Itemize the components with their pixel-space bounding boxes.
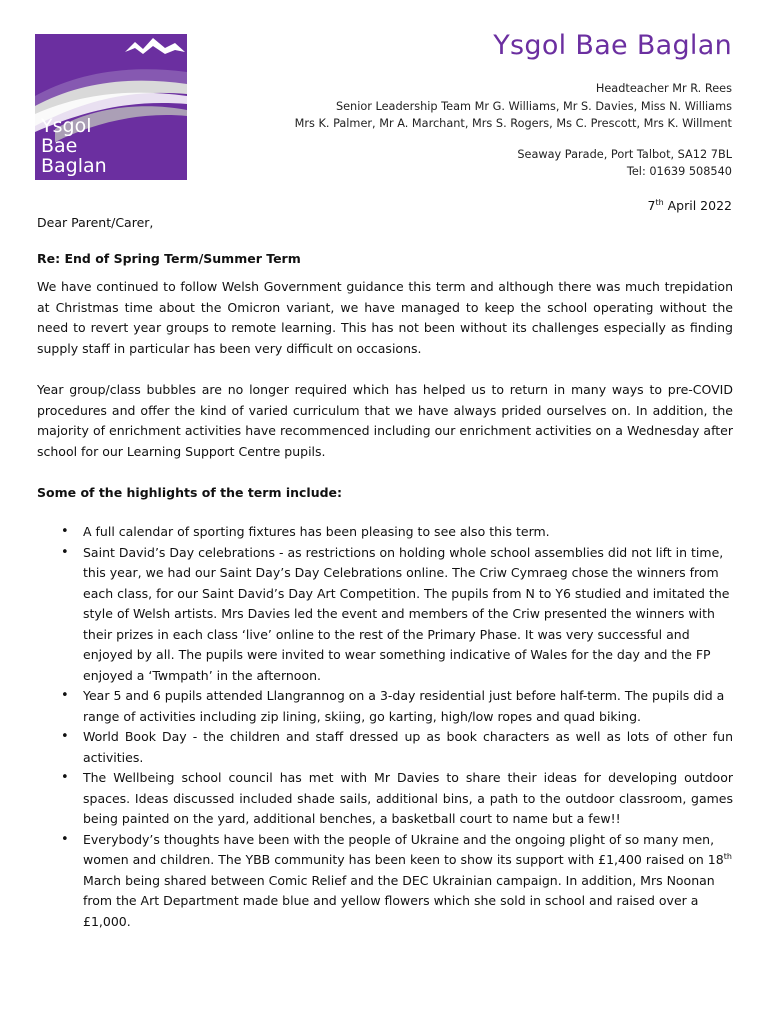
logo-text-line-3: Baglan [41,155,107,177]
list-item: • The Wellbeing school council has met with Mr Davies to share their ideas for developing outdoor spaces. Ideas discussed included shade sails, additional bins, a path to the outdoor classroom, games being painted on the yard, additional benches, a basketball court to name but a few!! [83,768,733,830]
logo-text-line-1: Ysgol [41,115,92,137]
headteacher-line: Headteacher Mr R. Rees [595,82,732,95]
school-address [517,147,732,180]
ukraine-text-part-2: March being shared between Comic Relief and the DEC Ukrainian campaign. In addition, Mrs Noonan from the Art Department made blue and yellow flowers which she sold in school and raised over a £1,000. [83,872,715,929]
ukraine-text-part-1: Everybody’s thoughts have been with the people of Ukraine and the ongoing plight of so many men, women and children. The YBB community has been keen to show its support with £1,400 raised on [83,831,715,867]
logo-text-line-2: Bae [41,135,78,157]
list-item: • Year 5 and 6 pupils attended Llangrannog on a 3-day residential just before half-term. The pupils did a range of activities including zip lining, skiing, go karting, high/low ropes and quad biking. [83,686,733,727]
greeting: Dear Parent/Carer, [37,215,154,230]
ukraine-date-day: 18 [707,852,724,867]
list-item: • Saint David’s Day celebrations - as restrictions on holding whole school assemblies did not lift in time, this year, we had our Saint Day’s Day Celebrations online. The Criw Cymraeg chose the winners from each class, for our Saint David’s Day Art Competition. The pupils from N to Y6 studied and imitated the style of Welsh artists. Mrs Davies led the event and members of the Criw presented the winners with their prizes in each class ‘live’ online to the rest of the Primary Phase. It was very successful and enjoyed by all. The pupils were invited to wear something indicative of Wales for the day and the FP enjoyed a ‘Twmpath’ in the afternoon. [83,543,733,687]
letter-subject: Re: End of Spring Term/Summer Term [37,251,301,266]
highlights-heading: Some of the highlights of the term include: [37,485,343,500]
slt-line-1: Senior Leadership Team Mr G. Williams, Mr S. Davies, Miss N. Williams [335,99,732,113]
school-name: Ysgol Bae Baglan [493,30,732,61]
slt-line-2: Mrs K. Palmer, Mr A. Marchant, Mrs S. Rogers, Ms C. Prescott, Mrs K. Willment [294,117,732,130]
list-item: • World Book Day - the children and staff dressed up as book characters as well as lots of other fun activities. [83,727,733,768]
highlights-list [37,522,733,932]
list-item: • A full calendar of sporting fixtures has been pleasing to see also this term. [83,522,733,543]
school-logo [35,34,187,180]
ukraine-date-suffix: th [723,851,732,861]
paragraph-2: Year group/class bubbles are no longer required which has helped us to return in many ways to pre-COVID procedures and offer the kind of varied curriculum that we have always prided ourselves on. In addition, the majority of enrichment activities have recommenced including our enrichment activities on a Wednesday after school for our Learning Support Centre pupils. [37,382,733,459]
staff-list [295,80,732,133]
list-item [83,830,733,933]
telephone-line: Tel: 01639 508540 [626,164,732,178]
date-suffix: th [655,197,664,207]
date-month-year: April 2022 [663,198,732,213]
paragraph-1: We have continued to follow Welsh Government guidance this term and although there was much trepidation at Christmas time about the Omicron variant, we have managed to keep the school operating without the need to revert year groups to remote learning. This has not been without its challenges especially as finding supply staff in particular has been very difficult on occasions. [37,279,733,356]
letter-date [647,198,732,213]
logo-graphic [35,34,187,180]
date-day: 7 [647,198,656,213]
address-line: Seaway Parade, Port Talbot, SA12 7BL [517,148,732,161]
